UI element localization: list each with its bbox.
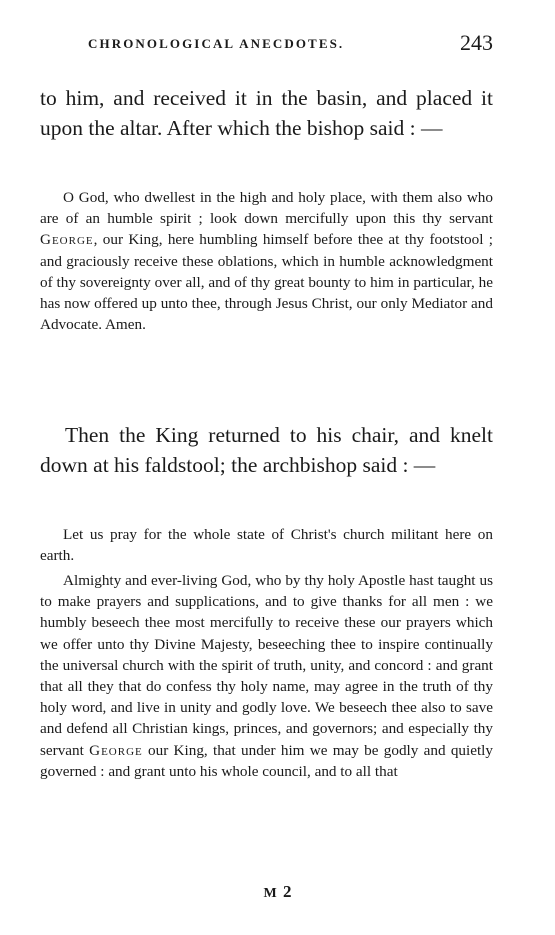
page-number: 243 (460, 30, 493, 55)
prayer-text: our King, that under him we may be godly and quietly governed : and grant unto his whole council, and to all that (40, 741, 493, 780)
running-title: CHRONOLOGICAL ANECDOTES. (88, 36, 345, 51)
prayer-text: O God, who dwellest in the high and holy place, with them also who are of an humble spirit ; look down mercifully upon this thy servant (40, 189, 493, 228)
prayer-text: , our King, here humbling himself before thee at thy footstool ; and graciously receive these oblations, which in humble acknowledgment of thy sovereignty over all, and of thy great bounty to him in particular, he has now offered up unto thee, through Jesus Christ, our only Mediator and Advocate. Amen. (40, 231, 493, 334)
prayer-text: Almighty and ever-living God, who by thy holy Apostle hast taught us to make prayers and supplications, and to give thanks for all men : we humbly beseech thee most mercifully to receive these our prayers which we offer unto thy Divine Majesty, beseeching thee to inspire continually the universal church with the spirit of truth, unity, and concord : and grant that all they that do confess thy holy name, may agree in the truth of thy holy word, and live in unity and godly love. We beseech thee also to save and defend all Christian kings, princes, and governors; and especially thy servant (40, 572, 493, 759)
prayer-paragraph (40, 570, 493, 782)
prayer-intro: Let us pray for the whole state of Christ's church militant here on earth. (40, 526, 493, 565)
prayer-paragraph (40, 187, 493, 335)
narrative-paragraph: to him, and received it in the basin, and placed it upon the altar. After which the bishop said : — (40, 86, 493, 140)
signature-letter: M (263, 886, 279, 901)
running-head (88, 30, 493, 54)
king-name: George (40, 231, 94, 249)
narrative-paragraph: Then the King returned to his chair, and knelt down at his faldstool; the archbishop said : — (40, 423, 493, 477)
king-name: George (89, 741, 143, 759)
signature-mark (0, 882, 555, 902)
signature-number: 2 (282, 882, 292, 901)
